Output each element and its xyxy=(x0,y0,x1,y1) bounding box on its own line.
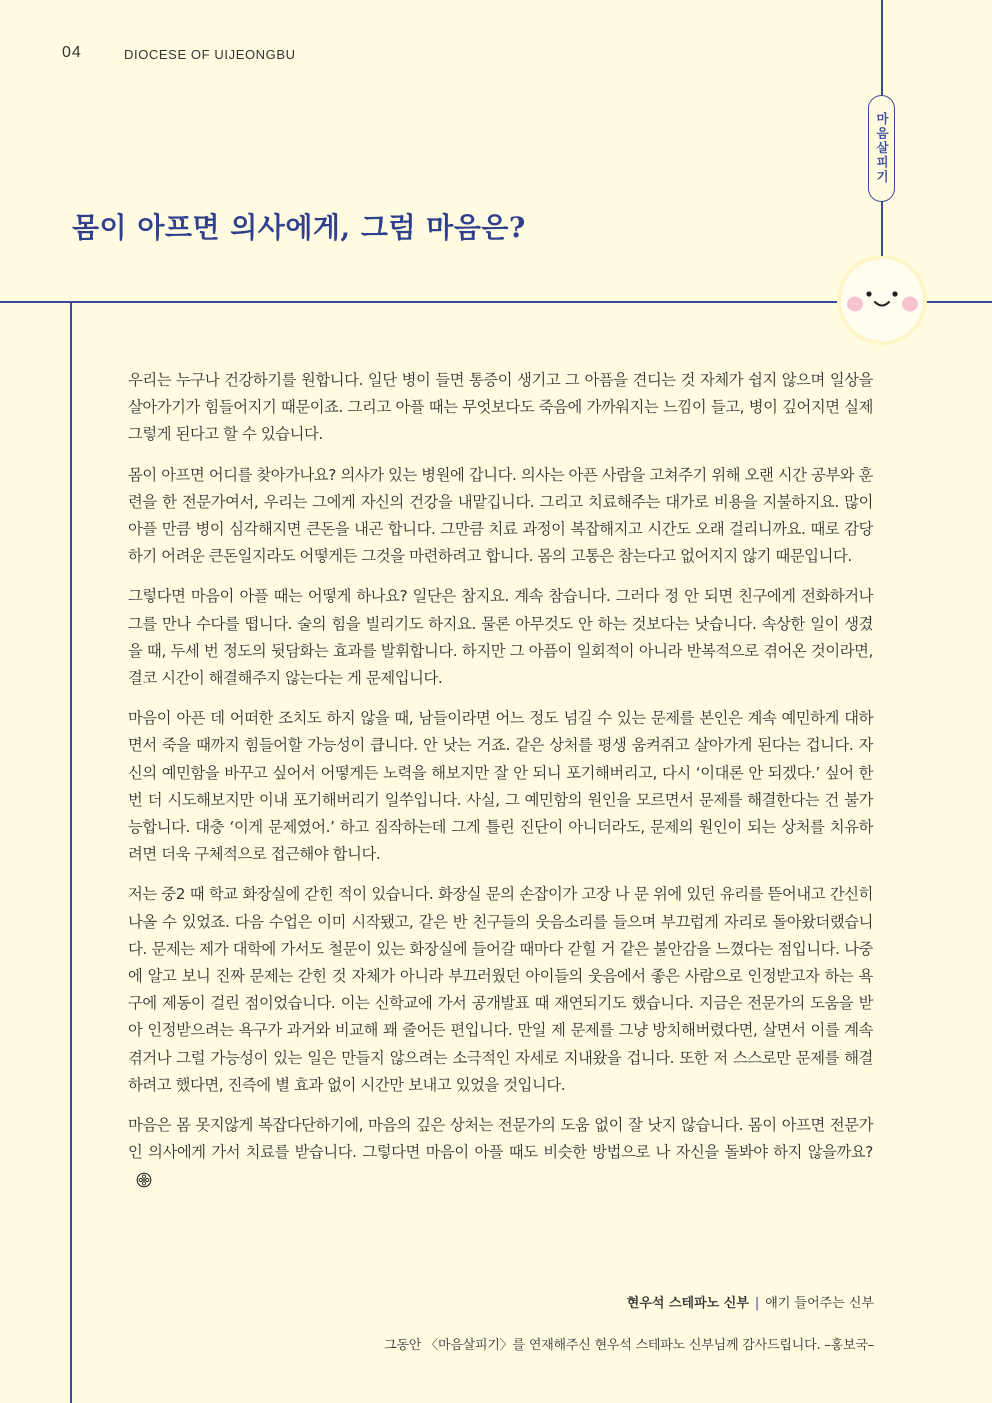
section-tab-label: 마음살피기 xyxy=(874,112,890,185)
author-line xyxy=(627,1292,874,1311)
page-number: 04 xyxy=(62,44,82,61)
vertical-rule-left xyxy=(70,301,72,1403)
paragraph-last xyxy=(128,1112,873,1194)
article-body xyxy=(128,367,873,1207)
paragraph: 마음이 아픈 데 어떠한 조치도 하지 않을 때, 남들이라면 어느 정도 넘길 수 있는 문제를 본인은 계속 예민하게 대하면서 죽을 때까지 힘들어할 가능성이 큽니다. 안 낫는 거죠. 같은 상처를 평생 움켜쥐고 살아가게 된다는 겁니다. 자신의 예민함을 바꾸고 싶어서 어떻게든 노력을 해보지만 잘 안 되니 포기해버리고, 다시 ‘이대론 안 되겠다.’ 싶어 한 번 더 시도해보지만 이내 포기해버리기 일쑤입니다. 사실, 그 예민함의 원인을 모르면서 문제를 해결한다는 건 불가능합니다. 대충 ‘이게 문제였어.’ 하고 짐작하는데 그게 틀린 진단이 아니더라도, 문제의 원인이 되는 상처를 치유하려면 더욱 구체적으로 접근해야 합니다. xyxy=(128,709,873,864)
flower-end-mark-icon xyxy=(136,1172,152,1188)
author-separator: | xyxy=(754,1296,760,1311)
section-tab xyxy=(868,95,895,202)
publication-name: DIOCESE OF UIJEONGBU xyxy=(124,47,296,62)
paragraph: 몸이 아프면 어디를 찾아가나요? 의사가 있는 병원에 갑니다. 의사는 아픈 사람을 고쳐주기 위해 오랜 시간 공부와 훈련을 한 전문가여서, 우리는 그에게 자신의 건강을 내맡깁니다. 그리고 치료해주는 대가로 비용을 지불하지요. 많이 아플 만큼 병이 심각해지면 큰돈을 내곤 합니다. 그만큼 치료 과정이 복잡해지고 시간도 오래 걸리니까요. 때로 감당하기 어려운 큰돈일지라도 어떻게든 그것을 마련하려고 합니다. 몸의 고통은 참는다고 없어지지 않기 때문입니다. xyxy=(128,465,873,566)
paragraph: 저는 중2 때 학교 화장실에 갇힌 적이 있습니다. 화장실 문의 손잡이가 고장 나 문 위에 있던 유리를 뜯어내고 간신히 나올 수 있었죠. 다음 수업은 이미 시작됐고, 같은 반 친구들의 웃음소리를 들으며 부끄럽게 자리로 돌아왔더랬습니다. 문제는 제가 대학에 가서도 철문이 있는 화장실에 들어갈 때마다 갇힐 거 같은 불안감을 느꼈다는 점입니다. 나중에 알고 보니 진짜 문제는 갇힌 것 자체가 아니라 부끄러웠던 아이들의 웃음에서 좋은 사람으로 인정받고자 하는 욕구에 제동이 걸린 점이었습니다. 이는 신학교에 가서 공개발표 때 재연되기도 했습니다. 지금은 전문가의 도움을 받아 인정받으려는 욕구가 과거와 비교해 꽤 줄어든 편입니다. 만일 제 문제를 그냥 방치해버렸다면, 살면서 이를 계속 겪거나 그럴 가능성이 있는 일은 만들지 않으려는 소극적인 자세로 지내왔을 겁니다. 또한 저 스스로만 문제를 해결하려고 했다면, 진즉에 별 효과 없이 시간만 보내고 있었을 것입니다. xyxy=(128,885,873,1094)
paragraph: 우리는 누구나 건강하기를 원합니다. 일단 병이 들면 통증이 생기고 그 아픔을 견디는 것 자체가 쉽지 않으며 일상을 살아가기가 힘들어지기 때문이죠. 그리고 아플 때는 무엇보다도 죽음에 가까워지는 느낌이 들고, 병이 깊어지면 실제 그렇게 된다고 할 수 있습니다. xyxy=(128,371,873,444)
smiley-face-icon xyxy=(834,256,930,346)
author-name: 현우석 스테파노 신부 xyxy=(626,1296,749,1311)
article-title: 몸이 아프면 의사에게, 그럼 마음은? xyxy=(72,211,526,244)
paragraph: 그렇다면 마음이 아플 때는 어떻게 하나요? 일단은 참지요. 계속 참습니다. 그러다 정 안 되면 친구에게 전화하거나 그를 만나 수다를 떱니다. 술의 힘을 빌리기도 하지요. 물론 아무것도 안 하는 것보다는 낫습니다. 속상한 일이 생겼을 때, 두세 번 정도의 뒷담화는 효과를 발휘합니다. 하지만 그 아픔이 일회적이 아니라 반복적으로 겪어온 것이라면, 결코 시간이 해결해주지 않는다는 게 문제입니다. xyxy=(128,587,873,688)
thanks-note: 그동안 〈마음살피기〉를 연재해주신 현우석 스테파노 신부님께 감사드립니다. –홍보국– xyxy=(384,1338,874,1353)
paragraph-text: 마음은 몸 못지않게 복잡다단하기에, 마음의 깊은 상처는 전문가의 도움 없이 잘 낫지 않습니다. 몸이 아프면 전문가인 의사에게 가서 치료를 받습니다. 그렇다면 마음이 아플 때도 비슷한 방법으로 나 자신을 돌봐야 하지 않을까요? xyxy=(128,1116,873,1162)
author-role: 얘기 들어주는 신부 xyxy=(765,1296,874,1311)
